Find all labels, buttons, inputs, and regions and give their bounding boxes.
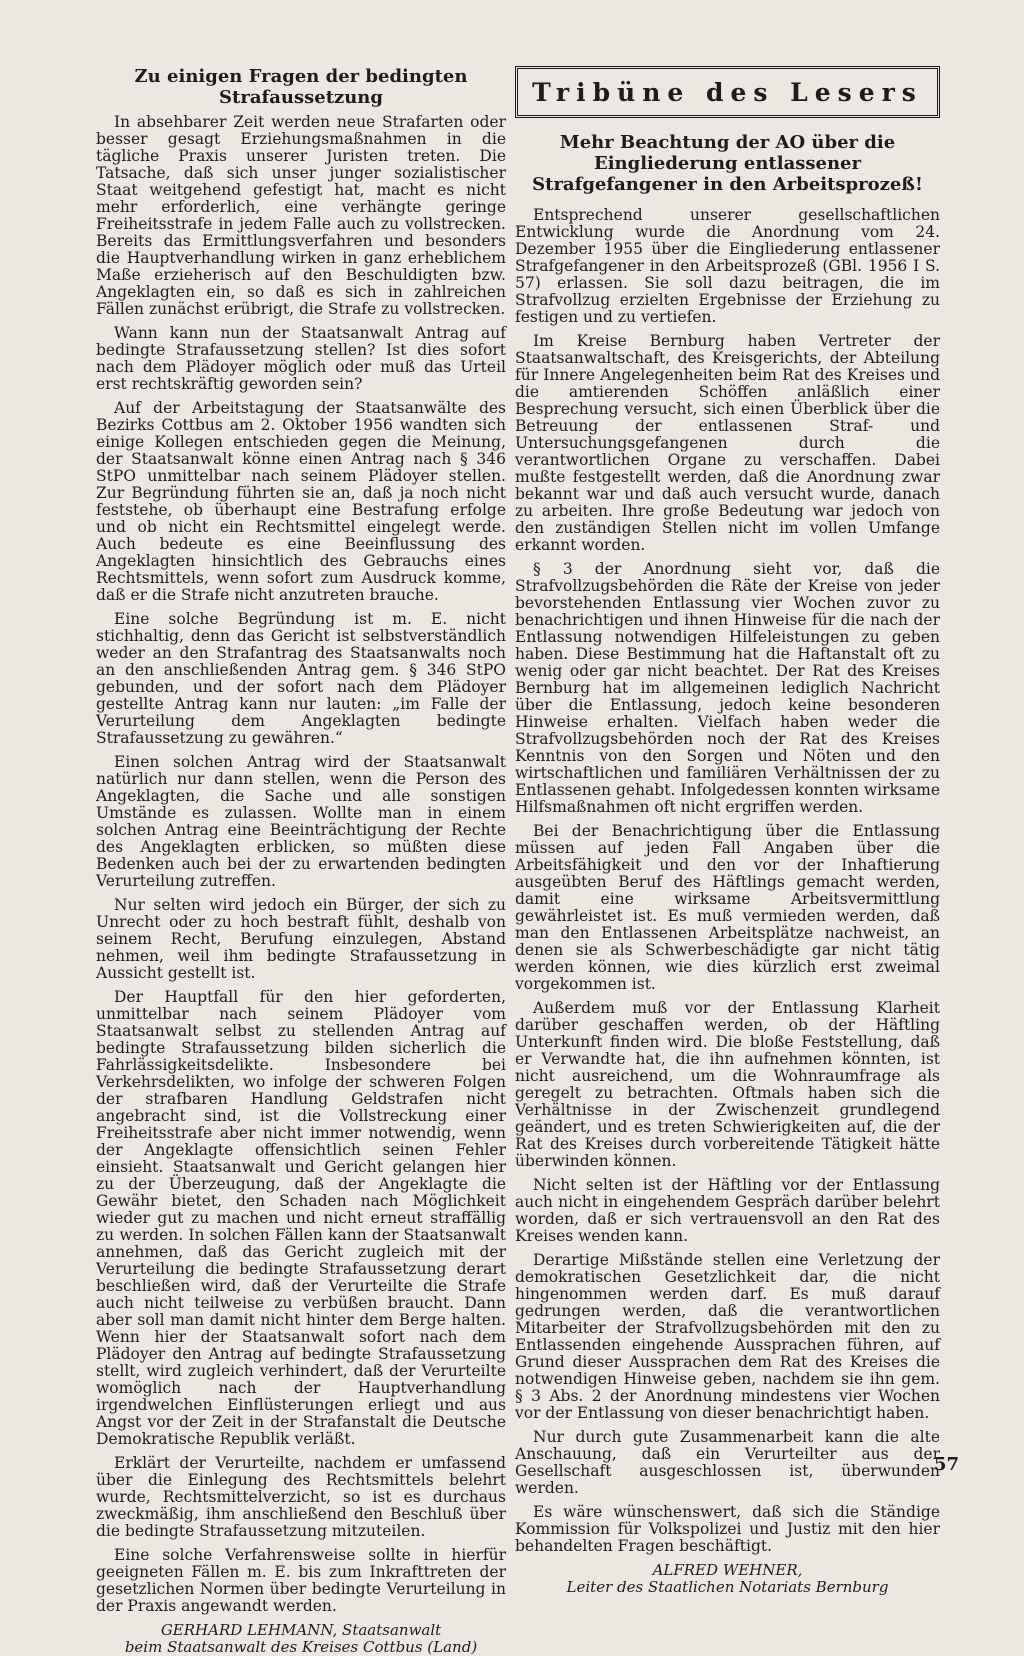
left-paragraph: Der Hauptfall für den hier geforderten, unmittelbar nach seinem Plädoyer vom Staatsanwalt selbst zu stellenden Antrag auf bedingte Strafaussetzung bilden sicherlich die Fahrlässigkeitsdelikte. Insbesondere bei Verkehrsdelikten, wo infolge der schweren Folgen der strafbaren Handlung Geldstrafen nicht angebracht sind, ist die Vollstreckung einer Freiheitsstrafe aber nicht immer notwendig, wenn der Angeklagte offensichtlich seinen Fehler einsieht. Staatsanwalt und Gericht gelangen hier zu der Überzeugung, daß der Angeklagte die Gewähr bietet, den Schaden nach Möglichkeit wieder gut zu machen und nicht erneut straffällig zu werden. In solchen Fällen kann der Staatsanwalt annehmen, daß das Gericht zugleich mit der Verurteilung die bedingte Strafaussetzung derart beschließen wird, daß der Verurteilte die Strafe auch nicht teilweise zu verbüßen braucht. Dann aber soll man damit nicht hinter dem Berge halten. Wenn hier der Staatsanwalt sofort nach dem Plädoyer den Antrag auf bedingte Strafaussetzung stellt, wird zugleich verhindert, daß der Verurteilte womöglich nach der Hauptverhandlung irgendwelchen Einflüsterungen erliegt und aus Angst vor der Zeit in der Strafanstalt die Deutsche Demokratische Republik verläßt.: [96, 988, 506, 1448]
right-column-article: [515, 66, 940, 1596]
left-paragraph: Einen solchen Antrag wird der Staatsanwalt natürlich nur dann stellen, wenn die Person des Angeklagten, die Sache und alle sonstigen Umstände es zulassen. Wollte man in einem solchen Antrag eine Beeinträchtigung der Rechte des Angeklagten erblicken, so müßten diese Bedenken auch bei der zu erwartenden bedingten Verurteilung zutreffen.: [96, 753, 506, 890]
left-paragraph: Eine solche Verfahrensweise sollte in hierfür geeigneten Fällen m. E. bis zum Inkrafttreten der gesetzlichen Normen über bedingte Verurteilung in der Praxis angewandt werden.: [96, 1546, 506, 1615]
right-signature: [515, 1562, 940, 1596]
tribune-header-box: [515, 66, 940, 118]
right-author-name: ALFRED WEHNER,: [652, 1561, 803, 1579]
right-paragraph: Derartige Mißstände stellen eine Verletzung der demokratischen Gesetzlichkeit dar, die nicht hingenommen werden darf. Es muß darauf gedrungen werden, daß die verantwortlichen Mitarbeiter der Strafvollzugsbehörden mit den zu Entlassenden eingehende Aussprachen führen, auf Grund dieser Aussprachen dem Rat des Kreises die notwendigen Hinweise geben, nachdem sie ihn gem. § 3 Abs. 2 der Anordnung mindestens vier Wochen vor der Entlassung von dieser benachrichtigt haben.: [515, 1251, 940, 1422]
left-paragraph: Nur selten wird jedoch ein Bürger, der sich zu Unrecht oder zu hoch bestraft fühlt, deshalb von seinem Recht, Berufung einzulegen, Abstand nehmen, weil ihm bedingte Strafaussetzung in Aussicht gestellt ist.: [96, 896, 506, 982]
left-paragraph: Wann kann nun der Staatsanwalt Antrag auf bedingte Strafaussetzung stellen? Ist dies sofort nach dem Plädoyer möglich oder muß das Urteil erst rechtskräftig geworden sein?: [96, 324, 506, 393]
right-paragraph: Bei der Benachrichtigung über die Entlassung müssen auf jeden Fall Angaben über die Arbeitsfähigkeit und den vor der Inhaftierung ausgeübten Beruf des Häftlings gemacht werden, damit eine wirksame Arbeitsvermittlung gewährleistet ist. Es muß vermieden werden, daß man den Entlassenen Arbeitsplätze nachweist, an denen sie als Schwerbeschädigte gar nicht tätig werden können, wie dies kürzlich erst zweimal vorgekommen ist.: [515, 822, 940, 993]
left-paragraph: Erklärt der Verurteilte, nachdem er umfassend über die Einlegung des Rechtsmittels belehrt wurde, Rechtsmittelverzicht, so ist es durchaus zweckmäßig, ihm anschließend den Beschluß über die bedingte Strafaussetzung mitzuteilen.: [96, 1454, 506, 1540]
right-paragraph: Im Kreise Bernburg haben Vertreter der Staatsanwaltschaft, des Kreisgerichts, der Abteilung für Innere Angelegenheiten beim Rat des Kreises und die amtierenden Schöffen anläßlich einer Besprechung versucht, sich einen Überblick über die Betreuung der entlassenen Straf- und Untersuchungsgefangenen durch die verantwortlichen Organe zu verschaffen. Dabei mußte festgestellt werden, daß die Anordnung zwar bekannt war und daß auch versucht wurde, danach zu arbeiten. Ihre große Bedeutung war jedoch von den zuständigen Stellen nicht im vollen Umfange erkannt worden.: [515, 332, 940, 554]
section-header: Tribüne des Lesers: [532, 77, 923, 107]
right-author-role: Leiter des Staatlichen Notariats Bernburg: [566, 1578, 889, 1596]
right-paragraph: Nicht selten ist der Häftling vor der Entlassung auch nicht in eingehendem Gespräch darüber belehrt worden, daß er sich vertrauensvoll an den Rat des Kreises wenden kann.: [515, 1176, 940, 1245]
right-paragraph: Es wäre wünschenswert, daß sich die Ständige Kommission für Volkspolizei und Justiz mit den hier behandelten Fragen beschäftigt.: [515, 1503, 940, 1555]
right-paragraph: Außerdem muß vor der Entlassung Klarheit darüber geschaffen werden, ob der Häftling Unterkunft finden wird. Die bloße Feststellung, daß er Verwandte hat, die ihn aufnehmen könnten, ist nicht ausreichend, um die Wohnraumfrage als geregelt zu betrachten. Oftmals haben sich die Verhältnisse in der Zwischenzeit grundlegend geändert, und es treten Schwierigkeiten auf, die der Rat des Kreises durch vorbereitende Tätigkeit hätte überwinden können.: [515, 999, 940, 1170]
left-author-name: GERHARD LEHMANN, Staatsanwalt: [160, 1621, 442, 1639]
left-article-title: Zu einigen Fragen der bedingten Strafaussetzung: [134, 66, 468, 108]
right-paragraph: Entsprechend unserer gesellschaftlichen Entwicklung wurde die Anordnung vom 24. Dezember 1955 über die Eingliederung entlassener Strafgefangener in den Arbeitsprozeß (GBl. 1956 I S. 57) erlassen. Sie soll dazu beitragen, die im Strafvollzug erzielten Ergebnisse der Erziehung zu festigen und zu vertiefen.: [515, 206, 940, 326]
right-article-title: Mehr Beachtung der AO über die Eingliederung entlassener Strafgefangener in den Arbeitsprozeß!: [532, 132, 923, 195]
left-column-article: [96, 66, 506, 1656]
page-number: 57: [934, 1454, 960, 1475]
right-paragraph: Nur durch gute Zusammenarbeit kann die alte Anschauung, daß ein Verurteilter aus der Gesellschaft ausgeschlossen ist, überwunden werden.: [515, 1428, 940, 1497]
left-paragraph: Eine solche Begründung ist m. E. nicht stichhaltig, denn das Gericht ist selbstverständlich weder an den Strafantrag des Staatsanwalts noch an den anschließenden Antrag gem. § 346 StPO gebunden, und der sofort nach dem Plädoyer gestellte Antrag kann nur lauten: „im Falle der Verurteilung dem Angeklagten bedingte Strafaussetzung zu gewähren.“: [96, 610, 506, 747]
right-paragraph: § 3 der Anordnung sieht vor, daß die Strafvollzugsbehörden die Räte der Kreise von jeder bevorstehenden Entlassung vier Wochen zuvor zu benachrichtigen und ihnen Hinweise für die nach der Entlassung notwendigen Hilfeleistungen zu geben haben. Diese Bestimmung hat die Haftanstalt oft zu wenig oder gar nicht beachtet. Der Rat des Kreises Bernburg hat im allgemeinen lediglich Nachricht über die Entlassung, jedoch keine besonderen Hinweise erhalten. Vielfach haben weder die Strafvollzugsbehörden noch der Rat des Kreises Kenntnis von den Sorgen und Nöten und den wirtschaftlichen und familiären Verhältnissen der zu Entlassenen gehabt. Infolgedessen konnten wirksame Hilfsmaßnahmen oft nicht ergriffen werden.: [515, 560, 940, 816]
left-paragraph: In absehbarer Zeit werden neue Strafarten oder besser gesagt Erziehungsmaßnahmen in die tägliche Praxis unserer Juristen treten. Die Tatsache, daß sich unser junger sozialistischer Staat weitgehend gefestigt hat, macht es nicht mehr erforderlich, eine verhängte geringe Freiheitsstrafe in jedem Falle auch zu vollstrecken. Bereits das Ermittlungsverfahren und besonders die Hauptverhandlung wirken in ganz erheblichem Maße erzieherisch auf den Beschuldigten bzw. Angeklagten ein, so daß es sich in zahlreichen Fällen zunächst erübrigt, die Strafe zu vollstrecken.: [96, 113, 506, 318]
left-paragraph: Auf der Arbeitstagung der Staatsanwälte des Bezirks Cottbus am 2. Oktober 1956 wandten sich einige Kollegen entschieden gegen die Meinung, der Staatsanwalt könne einen Antrag nach § 346 StPO unmittelbar nach seinem Plädoyer stellen. Zur Begründung führten sie an, daß ja noch nicht feststehe, ob überhaupt eine Bestrafung erfolge und ob nicht ein Rechtsmittel eingelegt werde. Auch bedeute es eine Beeinflussung des Angeklagten hinsichtlich des Gebrauchs eines Rechtsmittels, wenn sofort zum Ausdruck komme, daß er die Strafe nicht anzutreten brauche.: [96, 399, 506, 604]
left-author-role: beim Staatsanwalt des Kreises Cottbus (Land): [124, 1638, 478, 1656]
left-signature: [96, 1622, 506, 1656]
